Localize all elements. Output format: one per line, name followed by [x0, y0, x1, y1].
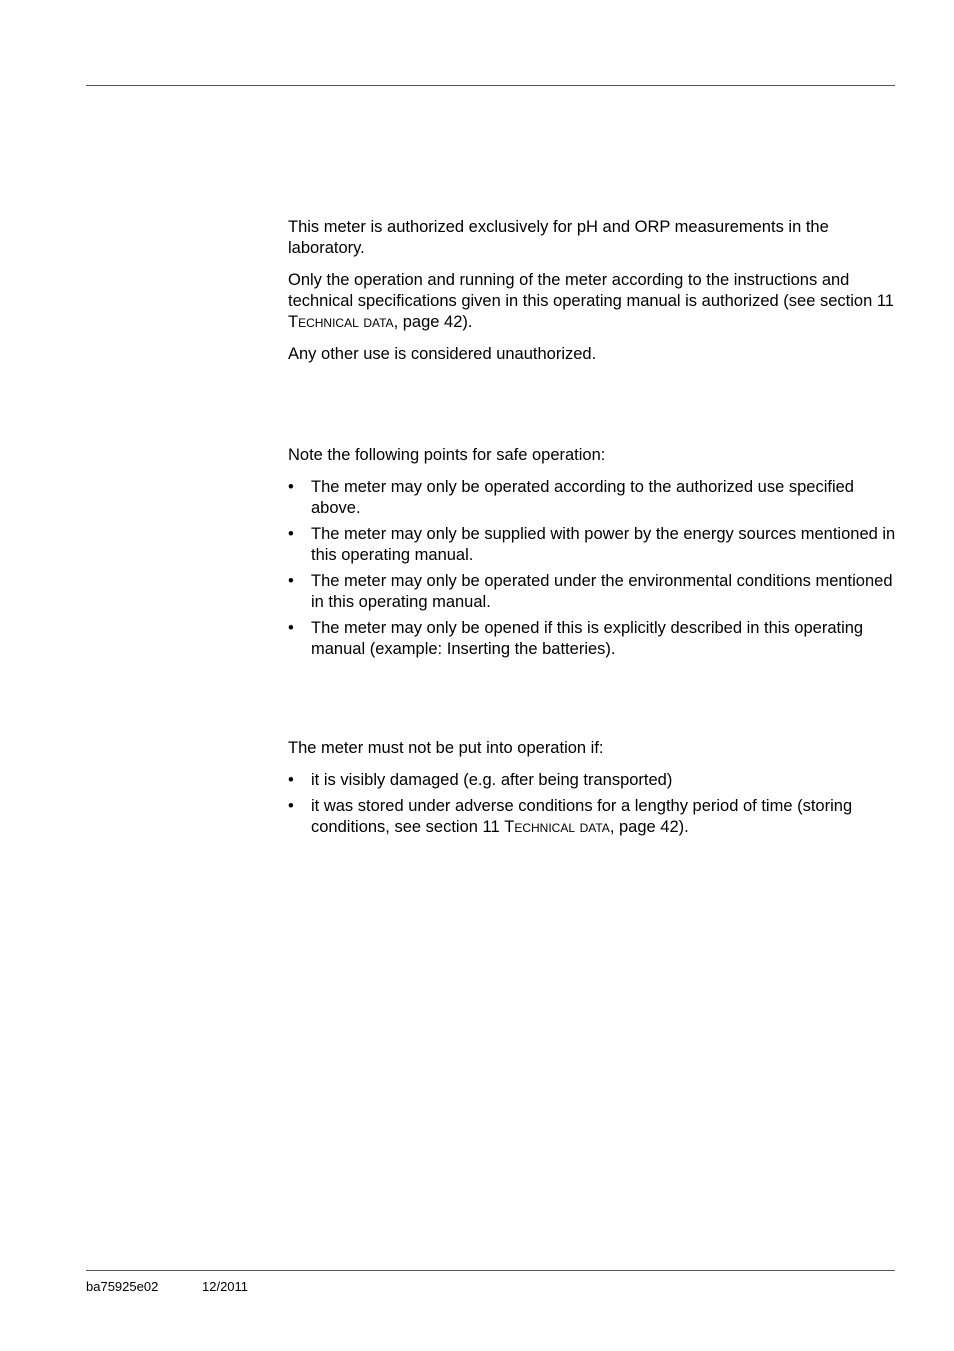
list-item: • it is visibly damaged (e.g. after being transported): [288, 770, 898, 791]
page-reference: , page 42).: [393, 313, 473, 331]
safe-operation-list: [288, 477, 898, 660]
authorized-use-paragraph-2: [288, 270, 898, 333]
page-reference: , page 42).: [609, 818, 689, 836]
safe-operation-section: [288, 445, 898, 660]
safe-operation-intro: Note the following points for safe operation:: [288, 446, 606, 464]
list-item-text: it was stored under adverse conditions for a lengthy period of time (storing conditions, see section 11: [311, 797, 853, 836]
authorized-use-section: [288, 217, 898, 365]
list-item: [288, 796, 898, 838]
technical-data-reference: Technical data: [504, 818, 610, 836]
technical-data-reference: Technical data: [288, 313, 394, 331]
footer-rule: [86, 1270, 895, 1271]
footer-date: 12/2011: [202, 1279, 249, 1294]
authorized-use-text: Only the operation and running of the meter according to the instructions and technical specifications given in this operating manual is authorized (see section 11: [288, 271, 894, 310]
footer-doc-id: ba75925e02: [86, 1279, 159, 1294]
list-item: • The meter may only be operated according to the authorized use specified above.: [288, 477, 898, 519]
authorized-use-paragraph-3: Any other use is considered unauthorized.: [288, 345, 597, 363]
unsafe-operation-list: [288, 770, 898, 838]
list-item: • The meter may only be supplied with power by the energy sources mentioned in this operating manual.: [288, 524, 898, 566]
list-item: • The meter may only be opened if this is explicitly described in this operating manual (example: Inserting the batteries).: [288, 618, 898, 660]
unsafe-operation-intro: The meter must not be put into operation if:: [288, 739, 604, 757]
header-rule: [86, 85, 895, 86]
list-item: • The meter may only be operated under the environmental conditions mentioned in this operating manual.: [288, 571, 898, 613]
unsafe-operation-section: [288, 738, 898, 838]
authorized-use-paragraph-1: This meter is authorized exclusively for pH and ORP measurements in the laboratory.: [288, 218, 829, 257]
